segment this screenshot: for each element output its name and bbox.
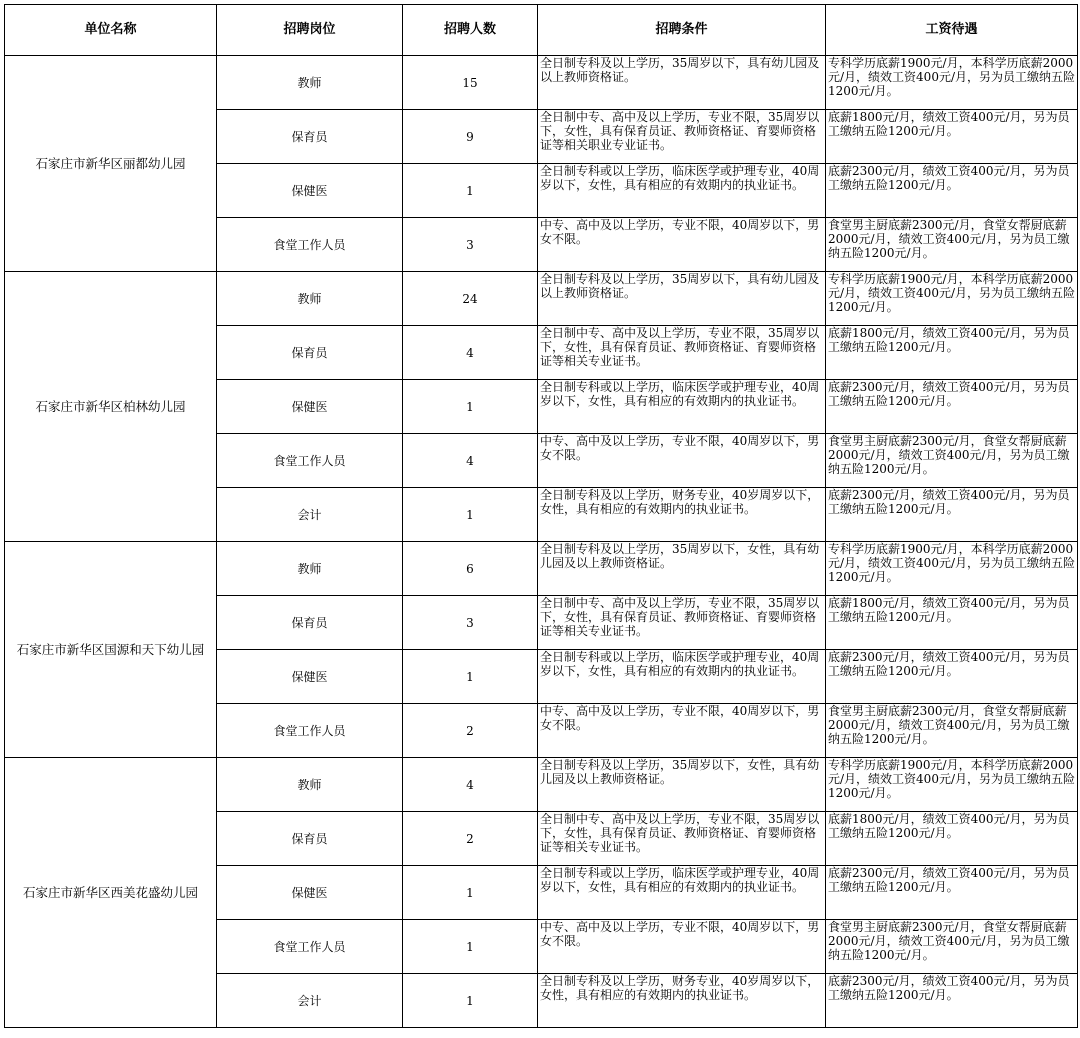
header-row [5,5,1078,56]
condition-cell: 全日制中专、高中及以上学历，专业不限，35周岁以下，女性，具有保育员证、教师资格证、育婴师资格证等相关专业证书。 [538,596,826,650]
salary-cell: 专科学历底薪1900元/月，本科学历底薪2000元/月，绩效工资400元/月，另为员工缴纳五险1200元/月。 [826,542,1078,596]
salary-cell: 食堂男主厨底薪2300元/月，食堂女帮厨底薪2000元/月，绩效工资400元/月，另为员工缴纳五险1200元/月。 [826,920,1078,974]
post-cell: 保育员 [217,812,403,866]
count-cell: 4 [403,326,538,380]
condition-cell: 中专、高中及以上学历，专业不限，40周岁以下，男女不限。 [538,920,826,974]
condition-cell: 全日制专科及以上学历，35周岁以下，具有幼儿园及以上教师资格证。 [538,56,826,110]
count-cell: 2 [403,812,538,866]
salary-cell: 食堂男主厨底薪2300元/月，食堂女帮厨底薪2000元/月，绩效工资400元/月，另为员工缴纳五险1200元/月。 [826,704,1078,758]
post-cell: 教师 [217,758,403,812]
post-cell: 食堂工作人员 [217,218,403,272]
table-row [5,56,1078,110]
table-row [5,758,1078,812]
post-cell: 教师 [217,56,403,110]
condition-cell: 全日制专科或以上学历，临床医学或护理专业，40周岁以下，女性，具有相应的有效期内的执业证书。 [538,380,826,434]
salary-cell: 专科学历底薪1900元/月，本科学历底薪2000元/月，绩效工资400元/月，另为员工缴纳五险1200元/月。 [826,758,1078,812]
header-conditions: 招聘条件 [538,5,826,56]
post-cell: 保育员 [217,326,403,380]
header-salary: 工资待遇 [826,5,1078,56]
post-cell: 保健医 [217,380,403,434]
count-cell: 3 [403,218,538,272]
condition-cell: 中专、高中及以上学历，专业不限，40周岁以下，男女不限。 [538,434,826,488]
post-cell: 食堂工作人员 [217,434,403,488]
unit-name-cell: 石家庄市新华区国源和天下幼儿园 [5,542,217,758]
count-cell: 2 [403,704,538,758]
salary-cell: 底薪1800元/月，绩效工资400元/月，另为员工缴纳五险1200元/月。 [826,596,1078,650]
salary-cell: 专科学历底薪1900元/月，本科学历底薪2000元/月，绩效工资400元/月，另为员工缴纳五险1200元/月。 [826,272,1078,326]
condition-cell: 全日制专科及以上学历，财务专业，40岁周岁以下，女性，具有相应的有效期内的执业证书。 [538,974,826,1028]
salary-cell: 底薪2300元/月，绩效工资400元/月，另为员工缴纳五险1200元/月。 [826,164,1078,218]
salary-cell: 底薪2300元/月，绩效工资400元/月，另为员工缴纳五险1200元/月。 [826,650,1078,704]
condition-cell: 全日制中专、高中及以上学历，专业不限，35周岁以下，女性，具有保育员证、教师资格证、育婴师资格证等相关职业专业证书。 [538,110,826,164]
salary-cell: 食堂男主厨底薪2300元/月，食堂女帮厨底薪2000元/月，绩效工资400元/月，另为员工缴纳五险1200元/月。 [826,434,1078,488]
post-cell: 保健医 [217,866,403,920]
unit-name-cell: 石家庄市新华区西美花盛幼儿园 [5,758,217,1028]
header-post: 招聘岗位 [217,5,403,56]
count-cell: 15 [403,56,538,110]
salary-cell: 底薪2300元/月，绩效工资400元/月，另为员工缴纳五险1200元/月。 [826,380,1078,434]
count-cell: 1 [403,920,538,974]
condition-cell: 全日制中专、高中及以上学历，专业不限，35周岁以下，女性，具有保育员证、教师资格证、育婴师资格证等相关专业证书。 [538,326,826,380]
salary-cell: 底薪1800元/月，绩效工资400元/月，另为员工缴纳五险1200元/月。 [826,326,1078,380]
count-cell: 1 [403,974,538,1028]
post-cell: 会计 [217,488,403,542]
count-cell: 1 [403,488,538,542]
recruitment-table [4,4,1078,1028]
count-cell: 1 [403,650,538,704]
unit-name-cell: 石家庄市新华区丽都幼儿园 [5,56,217,272]
count-cell: 9 [403,110,538,164]
salary-cell: 专科学历底薪1900元/月，本科学历底薪2000元/月，绩效工资400元/月，另为员工缴纳五险1200元/月。 [826,56,1078,110]
salary-cell: 底薪2300元/月，绩效工资400元/月，另为员工缴纳五险1200元/月。 [826,488,1078,542]
post-cell: 保健医 [217,650,403,704]
unit-name-cell: 石家庄市新华区柏林幼儿园 [5,272,217,542]
table-row [5,542,1078,596]
post-cell: 食堂工作人员 [217,704,403,758]
condition-cell: 全日制专科及以上学历，35周岁以下，具有幼儿园及以上教师资格证。 [538,272,826,326]
condition-cell: 全日制专科及以上学历，35周岁以下，女性，具有幼儿园及以上教师资格证。 [538,542,826,596]
post-cell: 保健医 [217,164,403,218]
post-cell: 会计 [217,974,403,1028]
post-cell: 保育员 [217,110,403,164]
table-row [5,272,1078,326]
condition-cell: 全日制中专、高中及以上学历，专业不限，35周岁以下，女性，具有保育员证、教师资格证、育婴师资格证等相关专业证书。 [538,812,826,866]
salary-cell: 底薪1800元/月，绩效工资400元/月，另为员工缴纳五险1200元/月。 [826,812,1078,866]
count-cell: 24 [403,272,538,326]
header-count: 招聘人数 [403,5,538,56]
count-cell: 4 [403,434,538,488]
post-cell: 保育员 [217,596,403,650]
salary-cell: 食堂男主厨底薪2300元/月，食堂女帮厨底薪2000元/月，绩效工资400元/月，另为员工缴纳五险1200元/月。 [826,218,1078,272]
salary-cell: 底薪2300元/月，绩效工资400元/月，另为员工缴纳五险1200元/月。 [826,974,1078,1028]
condition-cell: 全日制专科及以上学历，35周岁以下，女性，具有幼儿园及以上教师资格证。 [538,758,826,812]
condition-cell: 全日制专科及以上学历，财务专业，40岁周岁以下，女性，具有相应的有效期内的执业证书。 [538,488,826,542]
count-cell: 4 [403,758,538,812]
condition-cell: 全日制专科或以上学历，临床医学或护理专业，40周岁以下，女性，具有相应的有效期内的执业证书。 [538,650,826,704]
count-cell: 6 [403,542,538,596]
count-cell: 3 [403,596,538,650]
post-cell: 教师 [217,542,403,596]
condition-cell: 全日制专科或以上学历，临床医学或护理专业，40周岁以下，女性，具有相应的有效期内的执业证书。 [538,164,826,218]
post-cell: 教师 [217,272,403,326]
table-body [5,56,1078,1028]
count-cell: 1 [403,380,538,434]
condition-cell: 全日制专科或以上学历，临床医学或护理专业，40周岁以下，女性，具有相应的有效期内的执业证书。 [538,866,826,920]
salary-cell: 底薪1800元/月，绩效工资400元/月，另为员工缴纳五险1200元/月。 [826,110,1078,164]
count-cell: 1 [403,866,538,920]
post-cell: 食堂工作人员 [217,920,403,974]
salary-cell: 底薪2300元/月，绩效工资400元/月，另为员工缴纳五险1200元/月。 [826,866,1078,920]
condition-cell: 中专、高中及以上学历，专业不限，40周岁以下，男女不限。 [538,704,826,758]
header-unit-name: 单位名称 [5,5,217,56]
count-cell: 1 [403,164,538,218]
condition-cell: 中专、高中及以上学历，专业不限，40周岁以下，男女不限。 [538,218,826,272]
